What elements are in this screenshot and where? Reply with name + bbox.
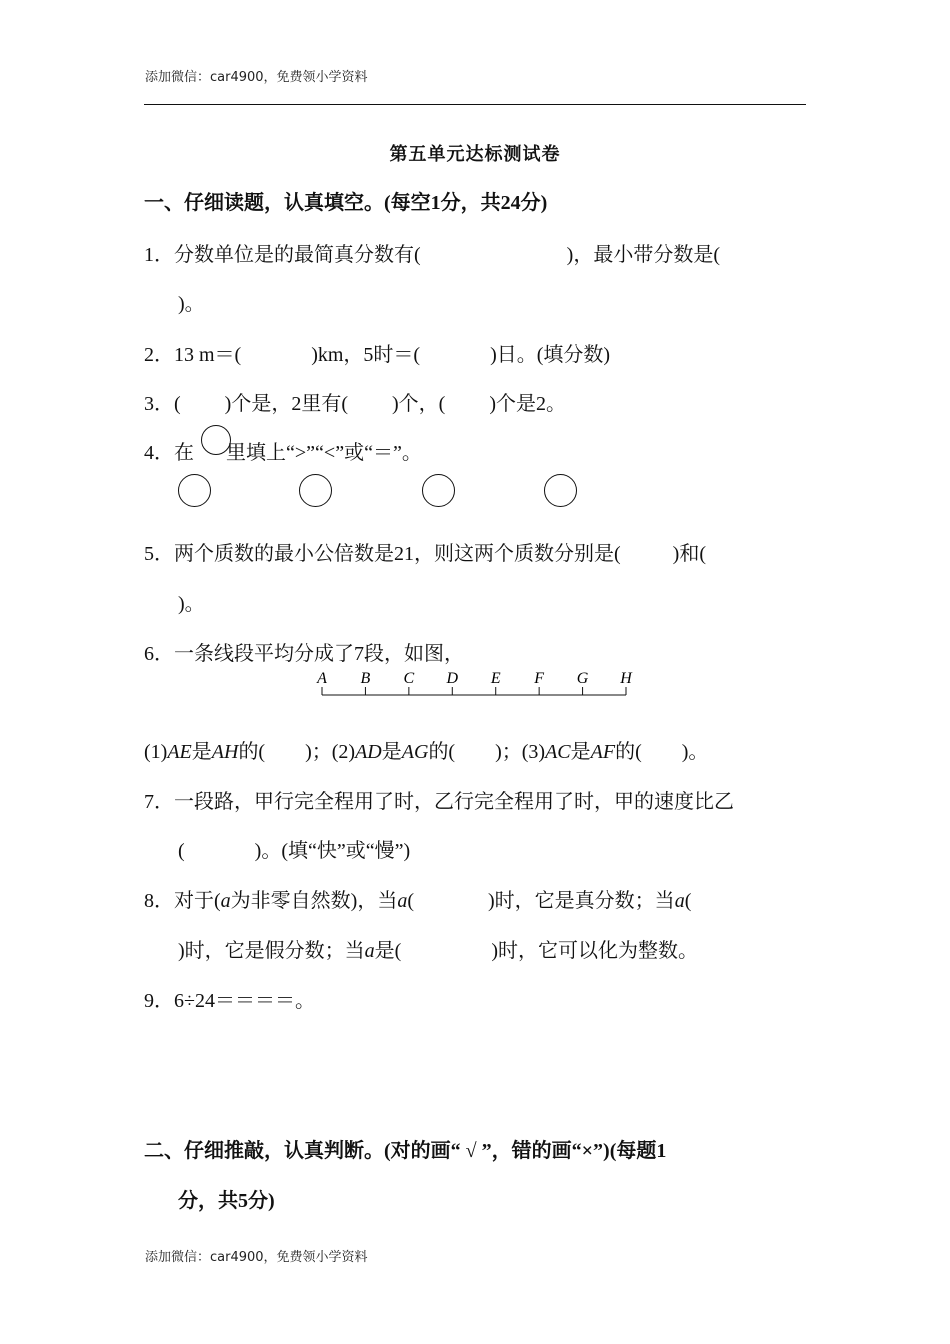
question-5 <box>144 537 706 566</box>
segment-point-label: A <box>317 670 327 687</box>
segment-point-label: F <box>534 670 545 687</box>
question-number: 5． <box>144 543 174 565</box>
header-watermark: 添加微信：car4900，免费领小学资料 <box>145 70 368 85</box>
question-text: )，最小带分数是( <box>566 244 720 266</box>
question-1-continued: )。 <box>178 293 205 315</box>
question-5-continued: )。 <box>178 593 205 615</box>
question-text: )个，( <box>392 393 446 415</box>
compare-circle-icon <box>201 425 231 455</box>
question-number: 4． <box>144 442 174 464</box>
question-8-continued: )时，它是假分数；当a是( )时，它可以化为整数。 <box>178 940 699 962</box>
segment-diagram <box>300 664 650 704</box>
compare-circle-2[interactable] <box>299 474 332 507</box>
question-number: 6． <box>144 643 174 665</box>
question-number: 3． <box>144 393 174 415</box>
compare-circle-4[interactable] <box>544 474 577 507</box>
question-1 <box>144 238 720 267</box>
question-number: 8． <box>144 890 174 912</box>
question-7-continued: ( )。(填“快”或“慢”) <box>178 840 411 862</box>
compare-circle-1[interactable] <box>178 474 211 507</box>
header-rule <box>144 104 806 105</box>
question-text: 6÷24＝＝＝＝。 <box>174 990 315 1012</box>
question-text: 分数单位是的最简真分数有( <box>174 244 421 266</box>
question-6 <box>144 637 464 666</box>
question-text: )和( <box>672 543 706 565</box>
question-text: )个是，2里有( <box>224 393 348 415</box>
question-9 <box>144 984 315 1013</box>
page-title: 第五单元达标测试卷 <box>389 144 561 164</box>
segment-point-label: B <box>360 670 371 687</box>
section-2-heading: 二、仔细推敲，认真判断。(对的画“ √ ”，错的画“×”)(每题1 <box>144 1140 667 1162</box>
question-text: )日。(填分数) <box>490 344 611 366</box>
segment-point-label: G <box>576 670 589 687</box>
question-8: 8．对于(a为非零自然数)，当a( )时，它是真分数；当a( <box>144 890 692 912</box>
question-text: )个是2。 <box>489 393 566 415</box>
question-text: )km，5时＝( <box>311 344 421 366</box>
section-1-heading: 一、仔细读题，认真填空。(每空1分，共24分) <box>144 192 548 214</box>
question-text: 在 <box>174 442 194 464</box>
question-number: 7． <box>144 791 174 813</box>
question-2 <box>144 338 610 367</box>
question-number: 9． <box>144 990 174 1012</box>
question-text: 13 m＝( <box>174 344 242 366</box>
question-text: 一条线段平均分成了7段，如图， <box>174 643 464 665</box>
segment-point-label: E <box>490 670 501 687</box>
question-4 <box>144 436 422 465</box>
question-text: ( <box>174 393 181 415</box>
segment-point-label: D <box>446 670 459 687</box>
segment-point-label: C <box>403 670 415 687</box>
question-number: 1． <box>144 244 174 266</box>
question-text: 一段路，甲行完全程用了时，乙行完全程用了时，甲的速度比乙 <box>174 791 734 813</box>
question-number: 2． <box>144 344 174 366</box>
segment-point-label: H <box>620 670 632 687</box>
compare-circle-3[interactable] <box>422 474 455 507</box>
question-text: 两个质数的最小公倍数是21，则这两个质数分别是( <box>174 543 621 565</box>
question-7 <box>144 785 734 814</box>
question-3 <box>144 387 566 416</box>
footer-watermark: 添加微信：car4900，免费领小学资料 <box>145 1250 368 1265</box>
section-2-heading-continued: 分，共5分) <box>178 1190 275 1212</box>
question-text: 里填上“>”“<”或“＝”。 <box>226 442 422 464</box>
question-6-parts: (1)AE是AH的( )；(2)AD是AG的( )；(3)AC是AF的( )。 <box>144 741 709 763</box>
